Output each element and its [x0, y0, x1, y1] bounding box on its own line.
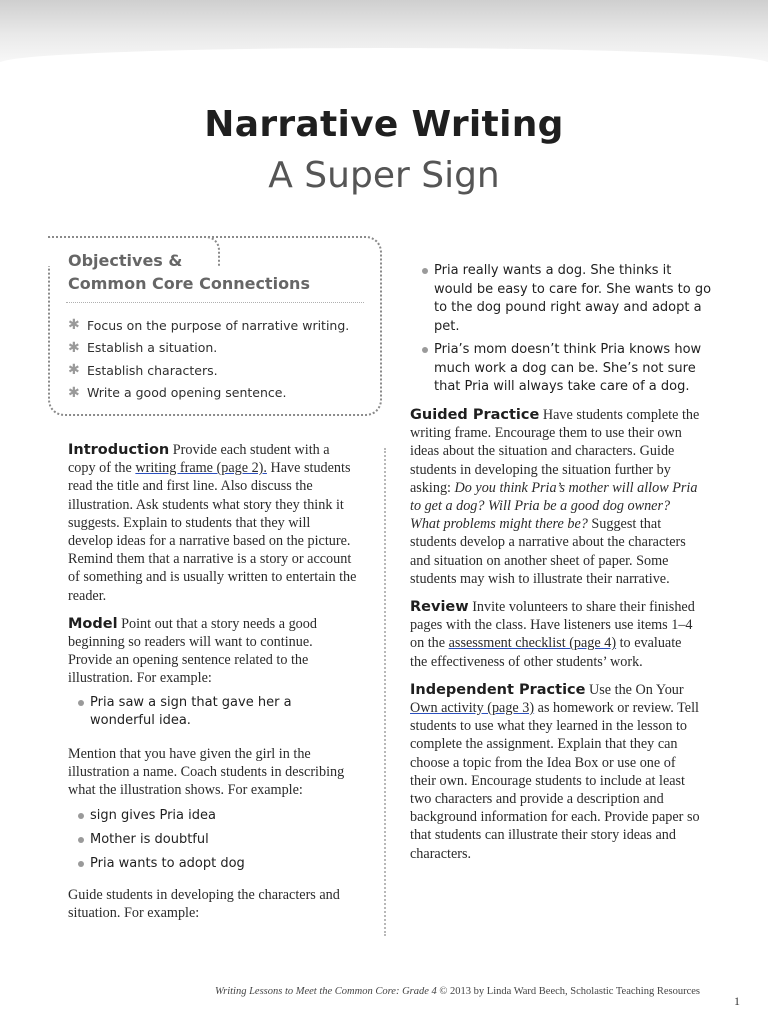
list-item: Pria really wants a dog. She thinks it would be easy to care for. She wants to go to the dog pound right away and adopt a pet.	[414, 262, 714, 336]
illustration-examples-list	[68, 807, 358, 874]
introduction-paragraph: Introduction Provide each student with a copy of the writing frame (page 2). Have students read the title and first line. Also discuss the illustration. Ask students what story they think it suggests. Explain to students that they will develop ideas for a narrative based on the picture. Remind them that a narrative is a story or account of something and is usually written to entertain the reader.	[68, 442, 357, 604]
bullet-icon	[78, 837, 84, 843]
bullet-icon	[422, 268, 428, 274]
list-item: Pria wants to adopt dog	[68, 855, 358, 874]
bullet-icon	[422, 347, 428, 353]
list-item: Mother is doubtful	[68, 831, 358, 850]
introduction-heading: Introduction	[68, 442, 170, 458]
left-column	[68, 441, 358, 932]
bullet-icon	[78, 700, 84, 706]
asterisk-icon: ✱	[68, 317, 80, 334]
model-paragraph: Model Point out that a story needs a good beginning so readers will want to continue. Provide an opening sentence related to the illustration. For example:	[68, 615, 317, 687]
asterisk-icon: ✱	[68, 384, 80, 401]
page-title: Narrative Writing	[204, 104, 564, 145]
list-item: sign gives Pria idea	[68, 807, 358, 826]
objective-item: ✱ Establish a situation.	[68, 339, 218, 356]
guided-practice-paragraph: Guided Practice Have students complete the writing frame. Encourage them to use their own ideas about the situation and characters. Guide students in developing the situation further by asking: Do you think Pria’s mother will allow Pria to get a dog? Will Pria be a good dog owner? What problems might there be? Suggest that students develop a narrative about the characters and situation on another sheet of paper. Some students may wish to illustrate their narrative.	[410, 407, 700, 587]
review-paragraph: Review Invite volunteers to share their finished pages with the class. Have listeners use items 1–4 on the assessment checklist (page 4) to evaluate the effectiveness of other students’ work.	[410, 599, 695, 670]
objective-item: ✱ Establish characters.	[68, 362, 218, 379]
page-subtitle: A Super Sign	[268, 155, 500, 196]
model-paragraph-2: Mention that you have given the girl in the illustration a name. Coach students in describing what the illustration shows. For example:	[68, 745, 345, 799]
objectives-list	[68, 314, 349, 404]
objectives-divider	[66, 302, 364, 303]
objective-item: ✱ Focus on the purpose of narrative writing.	[68, 317, 350, 334]
footer-book-title: Writing Lessons to Meet the Common Core: Grade 4	[214, 986, 437, 997]
asterisk-icon: ✱	[68, 339, 80, 356]
asterisk-icon: ✱	[68, 362, 80, 379]
character-bullets	[414, 262, 714, 402]
objectives-heading	[68, 249, 310, 295]
objective-item: ✱ Write a good opening sentence.	[68, 384, 287, 401]
own-activity-link[interactable]: Own activity (page 3)	[410, 700, 535, 717]
objectives-heading-line1: Objectives &	[68, 251, 183, 270]
bullet-icon	[78, 861, 84, 867]
review-heading: Review	[410, 599, 469, 616]
model-heading: Model	[68, 615, 118, 632]
independent-practice-paragraph: Independent Practice Use the On Your Own activity (page 3) as homework or review. Tell students to use what they learned in the lesson to complete the assignment. Explain that they can choose a topic from the Idea Box or use one of their own. Encourage students to include at least two characters and provide a description and background information for each. Provide paper so that students can illustrate their story ideas and characters.	[410, 681, 700, 862]
page-number: 1	[734, 994, 740, 1008]
model-paragraph-3: Guide students in developing the characters and situation. For example:	[68, 886, 340, 921]
bullet-icon	[78, 813, 84, 819]
independent-practice-heading: Independent Practice	[410, 681, 586, 698]
writing-frame-link[interactable]: writing frame (page 2).	[135, 460, 267, 477]
guided-practice-heading: Guided Practice	[410, 407, 540, 423]
right-column	[410, 406, 702, 873]
assessment-checklist-link[interactable]: assessment checklist (page 4)	[448, 635, 617, 652]
list-item: Pria’s mom doesn’t think Pria knows how much work a dog can be. She’s not sure that Pria will always take care of a dog.	[414, 341, 714, 397]
model-example-list	[68, 694, 358, 731]
objectives-heading-line2: Common Core Connections	[68, 274, 310, 293]
page-footer	[0, 986, 700, 997]
footer-copyright: © 2013 by Linda Ward Beech, Scholastic Teaching Resources	[439, 986, 700, 997]
list-item: Pria saw a sign that gave her a wonderful idea.	[68, 694, 358, 731]
column-divider	[384, 448, 386, 936]
